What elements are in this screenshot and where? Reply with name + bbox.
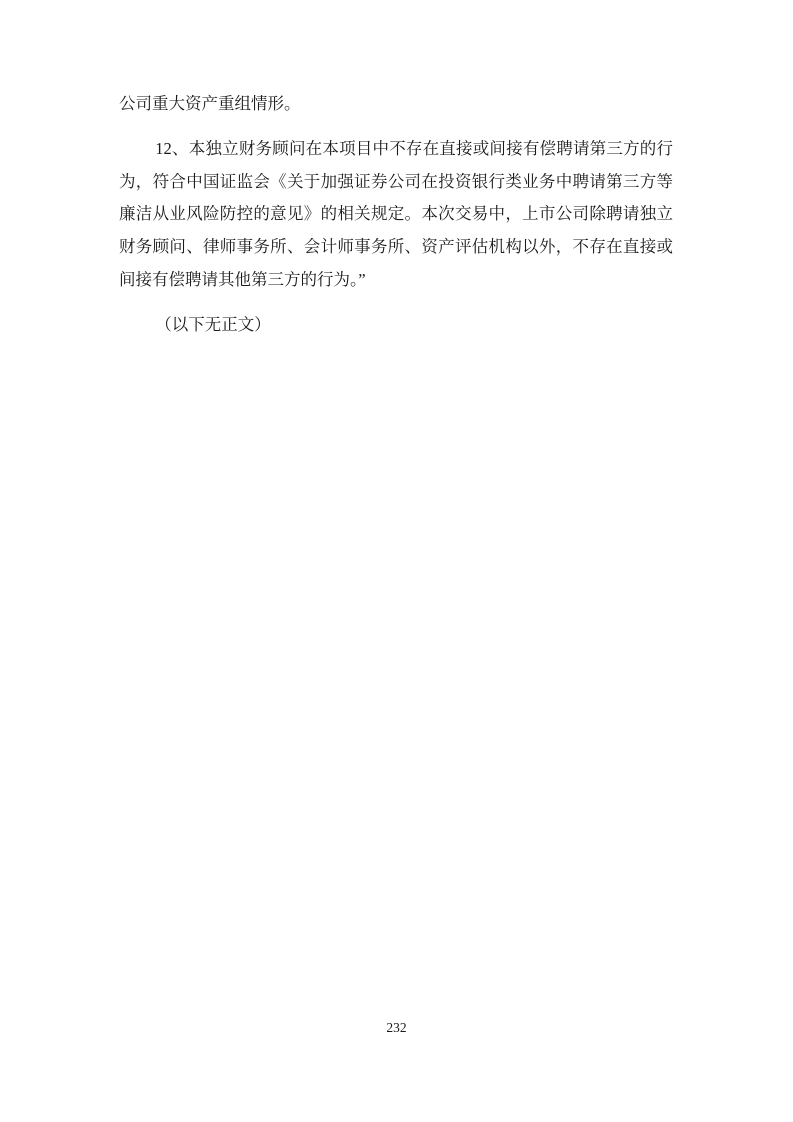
paragraph-item-12: 12、本独立财务顾问在本项目中不存在直接或间接有偿聘请第三方的行为，符合中国证监会《关于加强证券公司在投资银行类业务中聘请第三方等廉洁从业风险防控的意见》的相关规定。本次交易中，上市公司除聘请独立财务顾问、律师事务所、会计师事务所、资产评估机构以外，不存在直接或间接有偿聘请其他第三方的行为。” [119,138,673,289]
document-body [119,88,673,354]
paragraph-no-more-text-note: （以下无正文） [155,314,271,334]
paragraph-continuation: 公司重大资产重组情形。 [119,94,301,113]
page-number: 232 [386,1020,407,1035]
